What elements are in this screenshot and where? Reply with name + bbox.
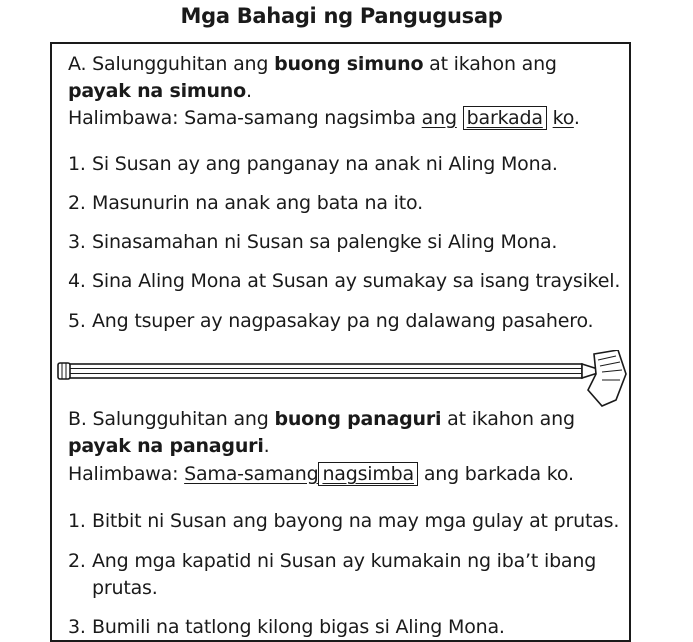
item-number: 5. [68, 310, 86, 332]
example-underlined: Sama-samang [184, 463, 319, 485]
section-b-instructions [68, 406, 628, 433]
item-text: Sina Aling Mona at Susan ay sumakay sa isang traysikel. [92, 270, 621, 292]
instruction-text: . [263, 435, 270, 457]
item-text-block [92, 548, 596, 602]
example-boxed-word: barkada [463, 106, 547, 130]
item-text: Si Susan ay ang panganay na anak ni Aling Mona. [92, 153, 558, 175]
item-number: 1. [68, 510, 86, 532]
item-number: 2. [68, 550, 86, 572]
instruction-bold-term: payak na simuno [68, 80, 246, 102]
item-text: Ang mga kapatid ni Susan ay kumakain ng iba’t ibang [92, 550, 597, 572]
item-text: Bumili na tatlong kilong bigas si Aling Mona. [92, 616, 505, 638]
item-text: Sinasamahan ni Susan sa palengke si Aling Mona. [92, 231, 558, 253]
list-item [68, 229, 557, 256]
list-item [68, 308, 593, 335]
section-b-example [68, 461, 628, 488]
example-boxed-word: nagsimba [318, 462, 418, 486]
item-number: 4. [68, 270, 86, 292]
example-underlined: ang [421, 107, 457, 129]
list-item [68, 614, 505, 641]
instruction-text: at ikahon ang [441, 408, 575, 430]
section-a-example [68, 105, 628, 132]
pencil-icon [56, 350, 628, 410]
item-text-cont: prutas. [92, 577, 158, 599]
section-b-instructions-cont [68, 433, 628, 460]
list-item [68, 190, 423, 217]
item-text: Bitbit ni Susan ang bayong na may mga gulay at prutas. [92, 510, 620, 532]
page-title: Mga Bahagi ng Pangugusap [180, 4, 503, 28]
item-number: 3. [68, 616, 86, 638]
example-label: Halimbawa: [68, 463, 185, 485]
instruction-text: at ikahon ang [423, 53, 557, 75]
list-item [68, 151, 558, 178]
instruction-bold-term: buong panaguri [274, 408, 442, 430]
instruction-text: . [245, 80, 252, 102]
section-a-instructions [68, 51, 623, 105]
instruction-text: B. Salungguhitan ang [68, 408, 275, 430]
item-number: 3. [68, 231, 86, 253]
instruction-text: A. Salungguhitan ang [68, 53, 275, 75]
list-item [68, 548, 596, 602]
example-label: Halimbawa: Sama-samang nagsimba [68, 107, 422, 129]
item-number: 2. [68, 192, 86, 214]
item-text: Masunurin na anak ang bata na ito. [92, 192, 423, 214]
example-underlined: ko [552, 107, 574, 129]
example-end: . [573, 107, 580, 129]
item-number: 1. [68, 153, 86, 175]
list-item [68, 268, 620, 295]
list-item [68, 508, 619, 535]
item-text: Ang tsuper ay nagpasakay pa ng dalawang pasahero. [92, 310, 594, 332]
instruction-bold-term: buong simuno [274, 53, 424, 75]
example-rest: ang barkada ko. [417, 463, 574, 485]
instruction-bold-term: payak na panaguri [68, 435, 264, 457]
